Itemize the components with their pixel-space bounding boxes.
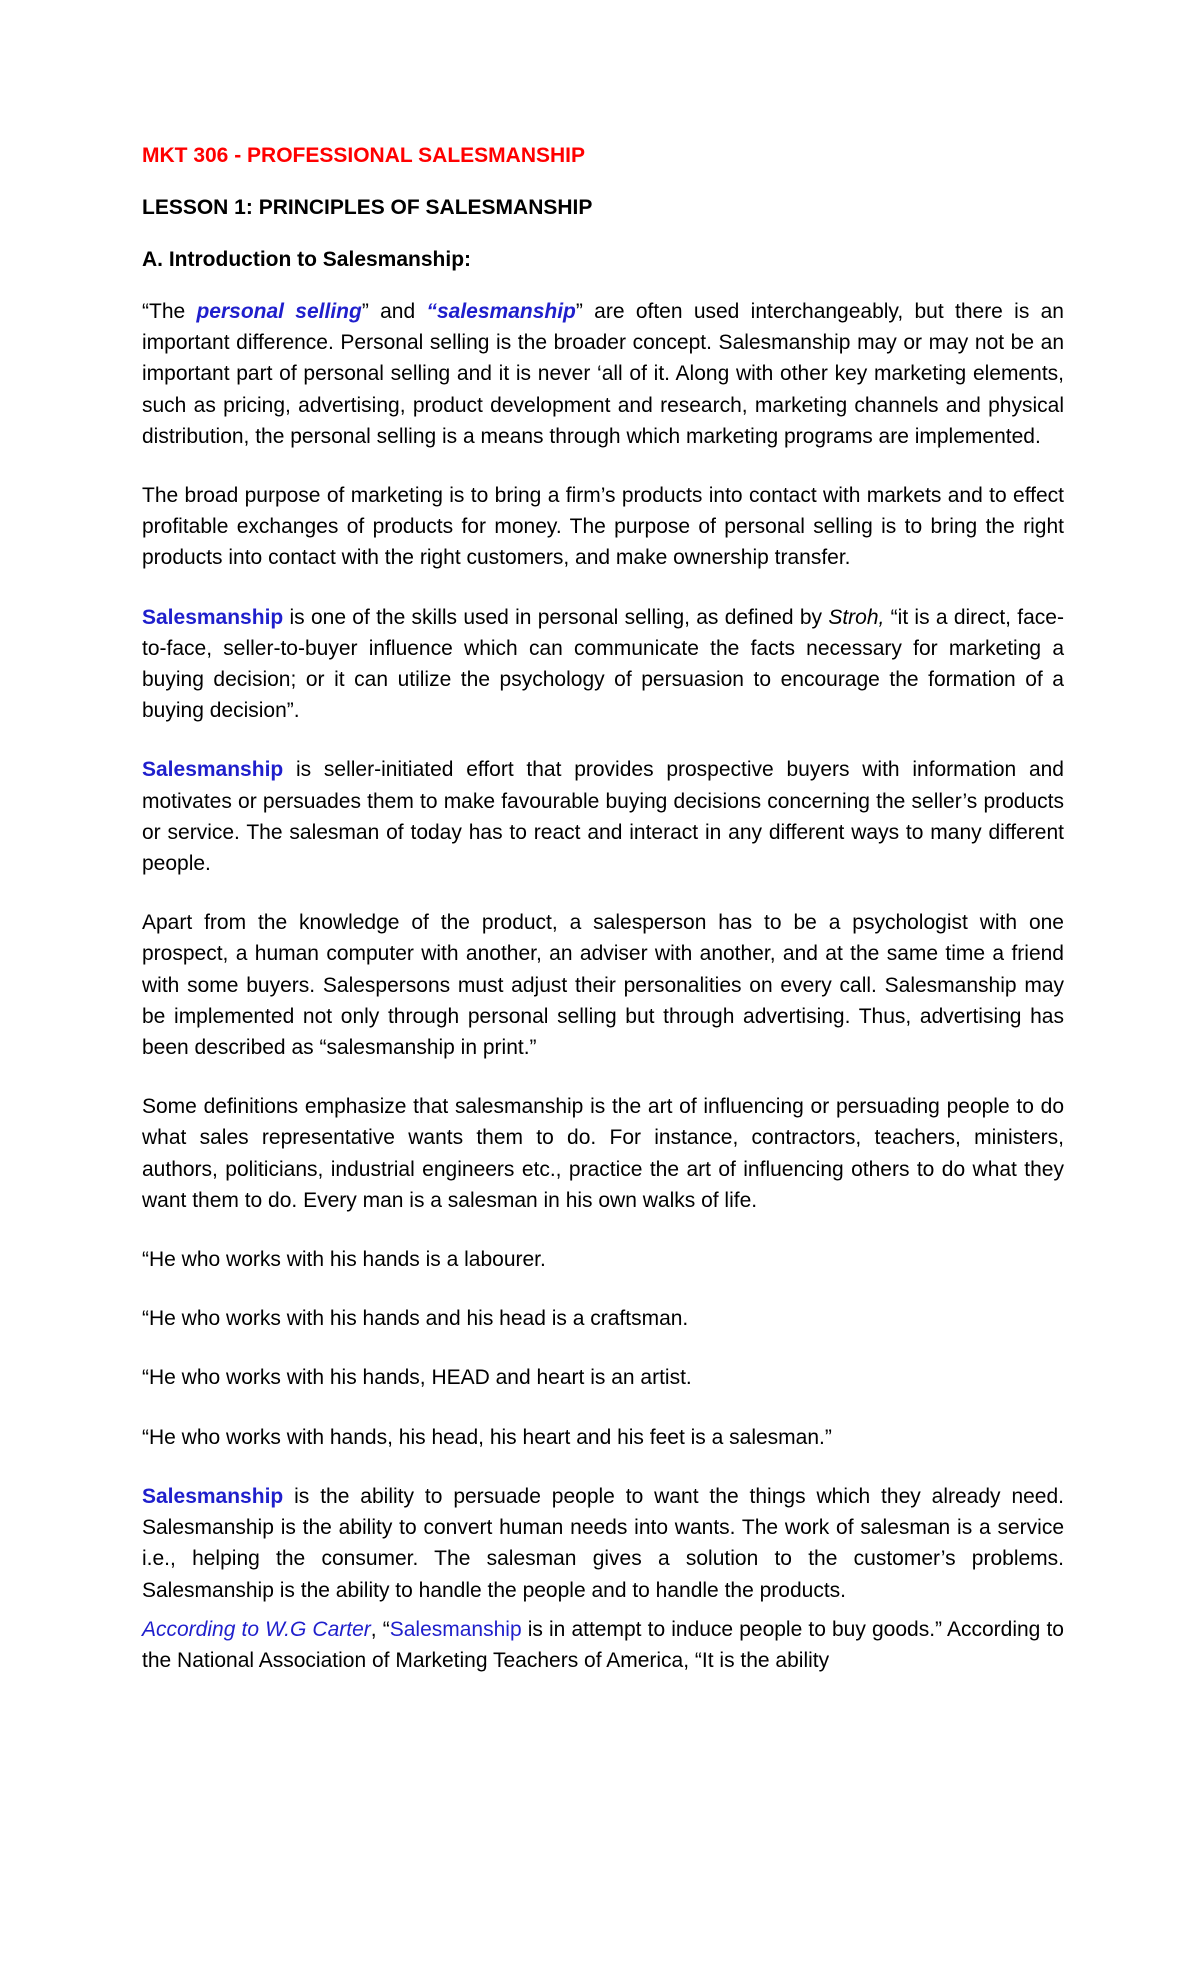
paragraph-purpose-of-marketing: The broad purpose of marketing is to bring a firm’s products into contact with markets and to effect profitable exchanges of products for money. The purpose of personal selling is to bring the right products into contact with the right customers, and make ownership transfer. [142, 484, 1064, 570]
text-run: is seller-initiated effort that provides prospective buyers with information and motivates or persuades them to make favourable buying decisions concerning the seller’s products or service. The salesman of today has to react and interact in any different ways to many different people. [142, 758, 1064, 876]
term-salesmanship: Salesmanship [142, 758, 284, 782]
paragraph-seller-initiated [142, 754, 1064, 879]
paragraph-carter-definition [142, 1614, 1064, 1676]
text-run: is the ability to persuade people to want the things which they already need. Salesmanship is the ability to convert human needs into wants. The work of salesman is a service i.e., helping the consumer. The salesman gives a solution to the customer’s problems. Salesmanship is the ability to handle the people and to handle the products. [142, 1484, 1064, 1602]
lesson-title: LESSON 1: PRINCIPLES OF SALESMANSHIP [142, 196, 593, 219]
paragraph-stroh-definition [142, 602, 1064, 727]
text-run: , “ [370, 1617, 390, 1641]
paragraph-art-of-influencing: Some definitions emphasize that salesmanship is the art of influencing or persuading people to do what sales representative wants them to do. For instance, contractors, teachers, ministers, authors, politicians, industrial engineers etc., practice the art of influencing others to do what they want them to do. Every man is a salesman in his own walks of life. [142, 1095, 1064, 1212]
quote-salesman: “He who works with hands, his head, his heart and his feet is a salesman.” [142, 1425, 832, 1449]
term-salesmanship: Salesmanship [389, 1617, 522, 1641]
term-salesmanship: “salesmanship [426, 300, 576, 323]
quote-labourer: “He who works with his hands is a labourer. [142, 1248, 546, 1272]
text-run: “The [142, 300, 197, 323]
section-title: A. Introduction to Salesmanship: [142, 248, 472, 271]
quote-artist: “He who works with his hands, HEAD and heart is an artist. [142, 1366, 692, 1390]
course-title: MKT 306 - PROFESSIONAL SALESMANSHIP [142, 144, 586, 167]
paragraph-personal-selling [142, 296, 1064, 452]
source-citation: According to W.G Carter [142, 1617, 371, 1641]
text-run: is one of the skills used in personal selling, as defined by [283, 605, 829, 629]
term-salesmanship: Salesmanship [142, 605, 284, 629]
author-name: Stroh, [828, 605, 885, 629]
term-salesmanship: Salesmanship [142, 1484, 284, 1508]
text-run: “it is a direct, face-to-face, seller-to-buyer influence which can communicate the facts necessary for marketing a buying decision; or it can utilize the psychology of persuasion to encourage the formation of a buying decision”. [142, 605, 1064, 723]
text-run: ” and [361, 300, 427, 323]
paragraph-ability-to-persuade [142, 1481, 1064, 1606]
document-content [142, 140, 1064, 1704]
quote-craftsman: “He who works with his hands and his head is a craftsman. [142, 1307, 689, 1331]
text-run: is in attempt to induce people to buy goods.” According to the National Association of Marketing Teachers of America, “It is the ability [142, 1617, 1064, 1672]
text-run: ” are often used interchangeably, but there is an important difference. Personal selling is the broader concept. Salesmanship may or may not be an important part of personal selling and it is never ‘all of it. Along with other key marketing elements, such as pricing, advertising, product development and research, marketing channels and physical distribution, the personal selling is a means through which marketing programs are implemented. [142, 300, 1064, 448]
paragraph-psychologist: Apart from the knowledge of the product, a salesperson has to be a psychologist with one prospect, a human computer with another, an adviser with another, and at the same time a friend with some buyers. Salespersons must adjust their personalities on every call. Salesmanship may be implemented not only through personal selling but through advertising. Thus, advertising has been described as “salesmanship in print.” [142, 911, 1064, 1060]
term-personal-selling: personal selling [196, 300, 362, 323]
